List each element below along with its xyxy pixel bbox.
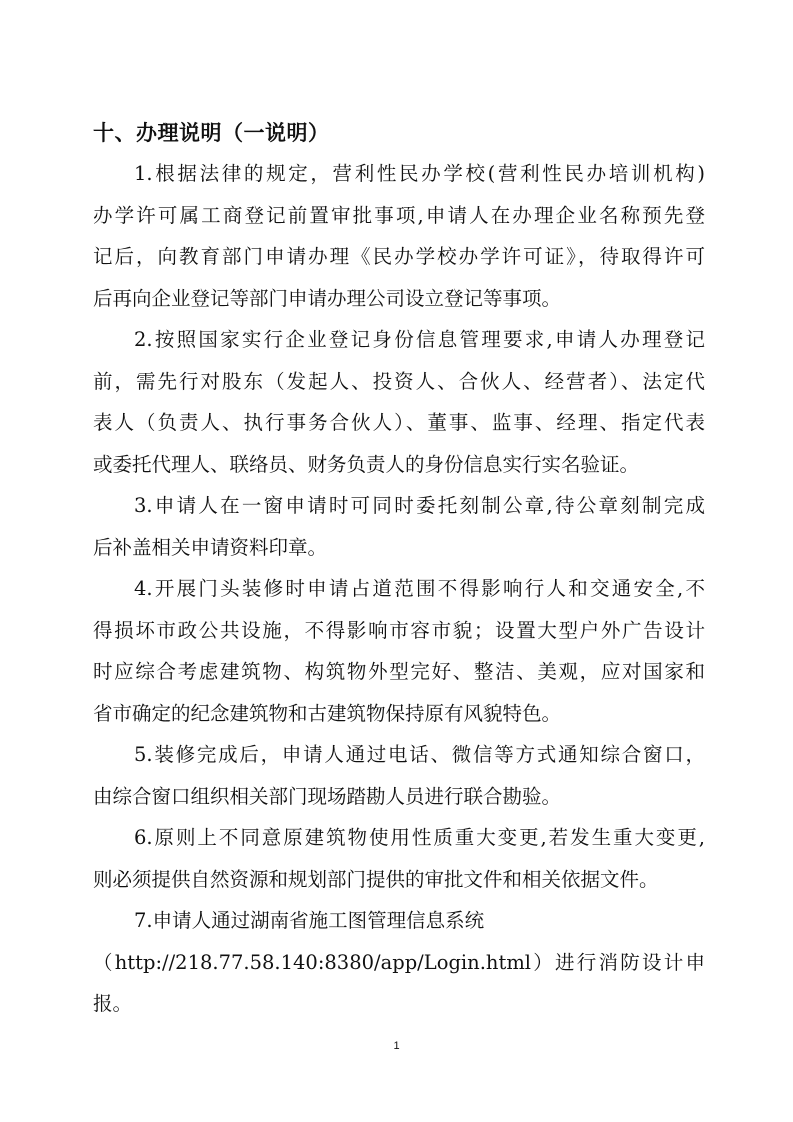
page-number: 1 xyxy=(393,1040,400,1052)
paragraph-2 xyxy=(93,326,705,492)
paragraph-5 xyxy=(93,741,705,824)
paragraph-3 xyxy=(93,492,705,575)
section-heading: 十、办理说明（一说明） xyxy=(93,121,330,145)
text-line: （http://218.77.58.140:8380/app/Login.html）进行消防设计申 xyxy=(93,950,705,974)
text-line: 3.申请人在一窗申请时可同时委托刻制公章,待公章刻制完成 xyxy=(134,494,705,517)
paragraph-4 xyxy=(93,575,705,741)
text-line: 2.按照国家实行企业登记身份信息管理要求,申请人办理登记 xyxy=(134,328,705,351)
text-line: 表人（负责人、执行事务合伙人）、董事、监事、经理、指定代表 xyxy=(93,411,705,434)
text-line: 后补盖相关申请资料印章。 xyxy=(93,535,328,559)
paragraph-7 xyxy=(93,907,705,1032)
paragraph-6 xyxy=(93,824,705,907)
text-line: 时应综合考虑建筑物、构筑物外型完好、整洁、美观，应对国家和 xyxy=(93,660,705,683)
text-line: 6.原则上不同意原建筑物使用性质重大变更,若发生重大变更, xyxy=(134,826,705,849)
paragraph-1 xyxy=(93,160,705,326)
text-line: 或委托代理人、联络员、财务负责人的身份信息实行实名验证。 xyxy=(93,452,640,476)
text-line: 则必须提供自然资源和规划部门提供的审批文件和相关依据文件。 xyxy=(93,867,659,891)
text-line: 后再向企业登记等部门申请办理公司设立登记等事项。 xyxy=(93,286,562,310)
text-line: 前，需先行对股东（发起人、投资人、合伙人、经营者）、法定代 xyxy=(93,369,705,393)
text-line: 1.根据法律的规定，营利性民办学校(营利性民办培训机构) xyxy=(134,162,705,185)
text-line: 4.开展门头装修时申请占道范围不得影响行人和交通安全,不 xyxy=(134,577,705,600)
document-body xyxy=(93,160,705,1032)
text-line: 5.装修完成后，申请人通过电话、微信等方式通知综合窗口， xyxy=(134,743,705,766)
text-line: 报。 xyxy=(93,992,133,1015)
text-line: 记后，向教育部门申请办理《民办学校办学许可证》，待取得许可 xyxy=(93,245,705,268)
text-line: 得损坏市政公共设施，不得影响市容市貌；设置大型户外广告设计 xyxy=(93,618,705,642)
text-line: 7.申请人通过湖南省施工图管理信息系统 xyxy=(134,909,485,932)
text-line: 办学许可属工商登记前置审批事项,申请人在办理企业名称预先登 xyxy=(93,203,705,227)
text-line: 由综合窗口组织相关部门现场踏勘人员进行联合勘验。 xyxy=(93,784,562,808)
text-line: 省市确定的纪念建筑物和古建筑物保持原有风貌特色。 xyxy=(93,701,562,725)
